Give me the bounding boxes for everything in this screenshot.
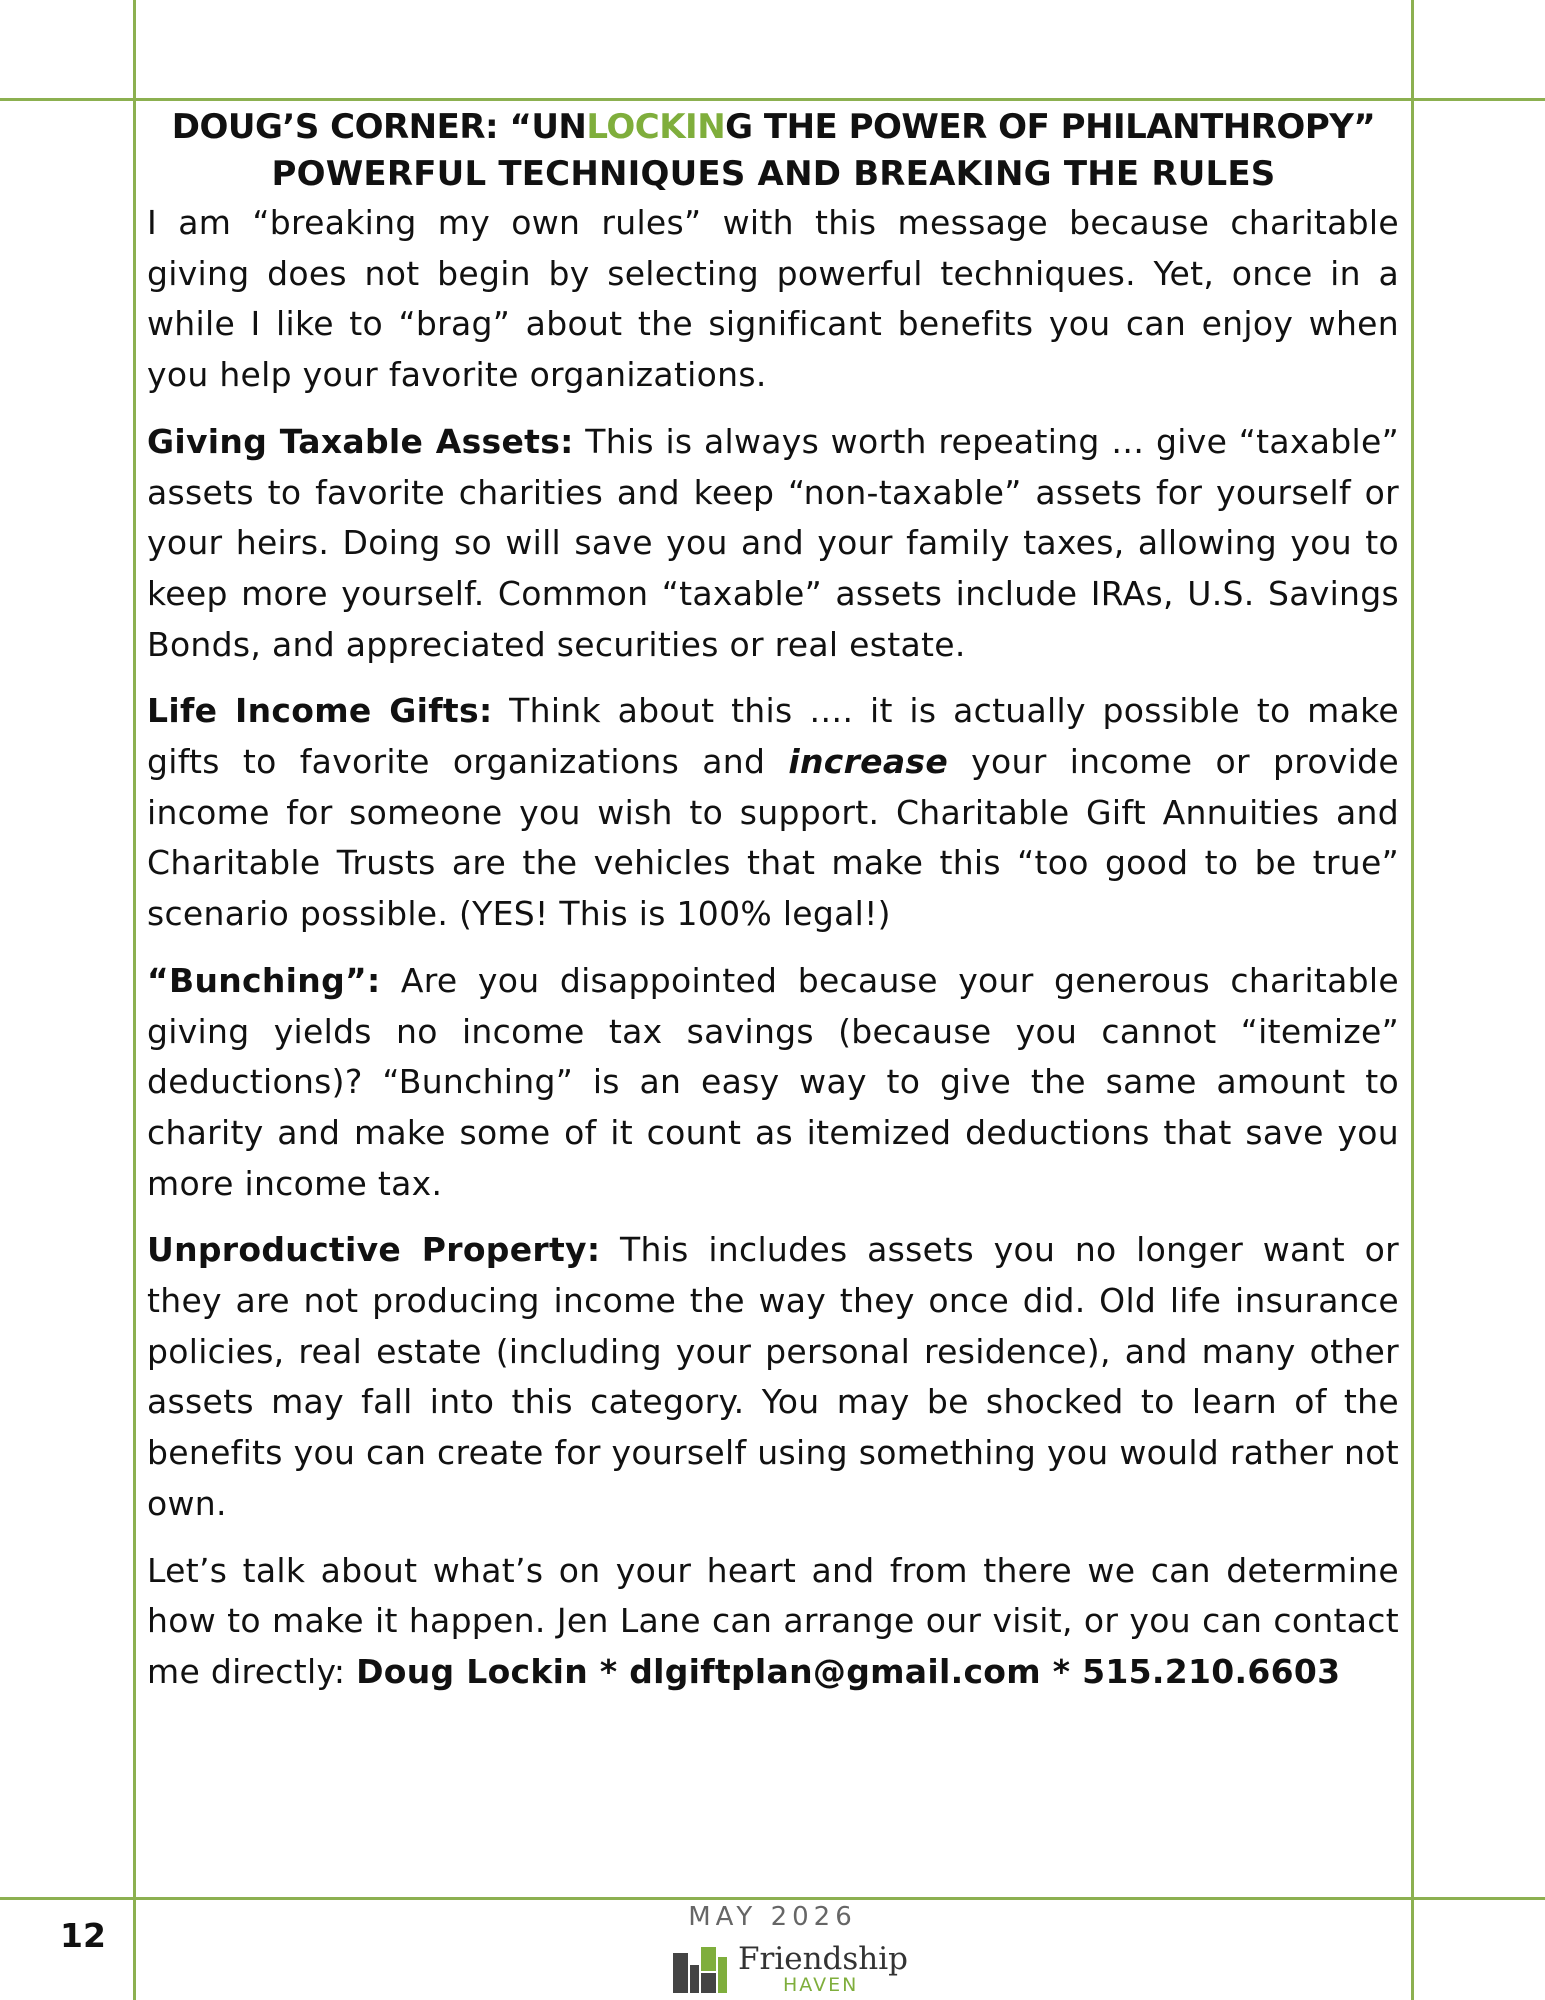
issue-date: MAY 2026 xyxy=(688,1902,857,1932)
article-subtitle: POWERFUL TECHNIQUES AND BREAKING THE RULES xyxy=(271,154,1276,194)
section-taxable-assets xyxy=(147,417,1399,671)
friendship-haven-logo-icon xyxy=(670,1943,732,1995)
section-text: Think about this …. it is actually possible to make gifts to favorite organizations and xyxy=(147,691,1399,782)
closing-text: Let’s talk about what’s on your heart and from there we can determine how to make it happen. Jen Lane can arrange our visit, or you can contact me directly: xyxy=(147,1550,1399,1691)
article-title xyxy=(136,104,1411,151)
section-text: your income or provide income for someone you wish to support. Charitable Gift Annuities and Charitable Trusts are the vehicles that make this “too good to be true” scenario possible. (YES! This is 100% legal!) xyxy=(147,742,1399,934)
logo-subtitle: HAVEN xyxy=(783,1974,859,1996)
section-unproductive-property xyxy=(147,1225,1399,1529)
section-text: This includes assets you no longer want or they are not producing income the way they once did. Old life insurance policies, real estate (including your personal residence), and many other assets may fall into this category. You may be shocked to learn of the benefits you can create for yourself using something you would rather not own. xyxy=(147,1230,1400,1523)
logo-name: Friendship xyxy=(738,1941,909,1977)
title-prefix: DOUG’S CORNER: “UN xyxy=(171,107,587,147)
section-bunching xyxy=(147,956,1399,1210)
page-number: 12 xyxy=(60,1916,106,1955)
contact-info: Doug Lockin * dlgiftplan@gmail.com * 515.210.6603 xyxy=(356,1651,1341,1691)
intro-paragraph: I am “breaking my own rules” with this message because charitable giving does not begin by selecting powerful techniques. Yet, once in a while I like to “brag” about the significant benefits you can enjoy when you help your favorite organizations. xyxy=(147,203,1399,395)
emphasis-word: increase xyxy=(788,742,949,782)
section-life-income-gifts xyxy=(147,686,1399,940)
top-divider xyxy=(0,98,1545,101)
title-suffix: G THE POWER OF PHILANTHROPY” xyxy=(725,107,1376,147)
title-highlight: LOCKIN xyxy=(586,107,726,147)
section-text: Are you disappointed because your generous charitable giving yields no income tax savings (because you cannot “itemize” deductions)? “Bunching” is an easy way to give the same amount to charity and make some of it count as itemized deductions that save you more income tax. xyxy=(147,960,1399,1203)
bottom-divider xyxy=(0,1897,1545,1900)
article-body xyxy=(136,198,1411,1698)
section-heading: “Bunching”: xyxy=(147,960,381,1000)
section-heading: Life Income Gifts: xyxy=(147,691,493,731)
right-divider xyxy=(1411,0,1414,2000)
section-text: This is always worth repeating … give “taxable” assets to favorite charities and keep “non-taxable” assets for yourself or your heirs. Doing so will save you and your family taxes, allowing you to keep more yourself. Common “taxable” assets include IRAs, U.S. Savings Bonds, and appreciated securities or real estate. xyxy=(147,421,1399,664)
section-heading: Giving Taxable Assets: xyxy=(147,421,574,461)
article xyxy=(136,104,1411,1714)
friendship-haven-logo xyxy=(670,1941,909,1996)
closing-paragraph xyxy=(147,1546,1399,1698)
section-heading: Unproductive Property: xyxy=(147,1230,601,1270)
